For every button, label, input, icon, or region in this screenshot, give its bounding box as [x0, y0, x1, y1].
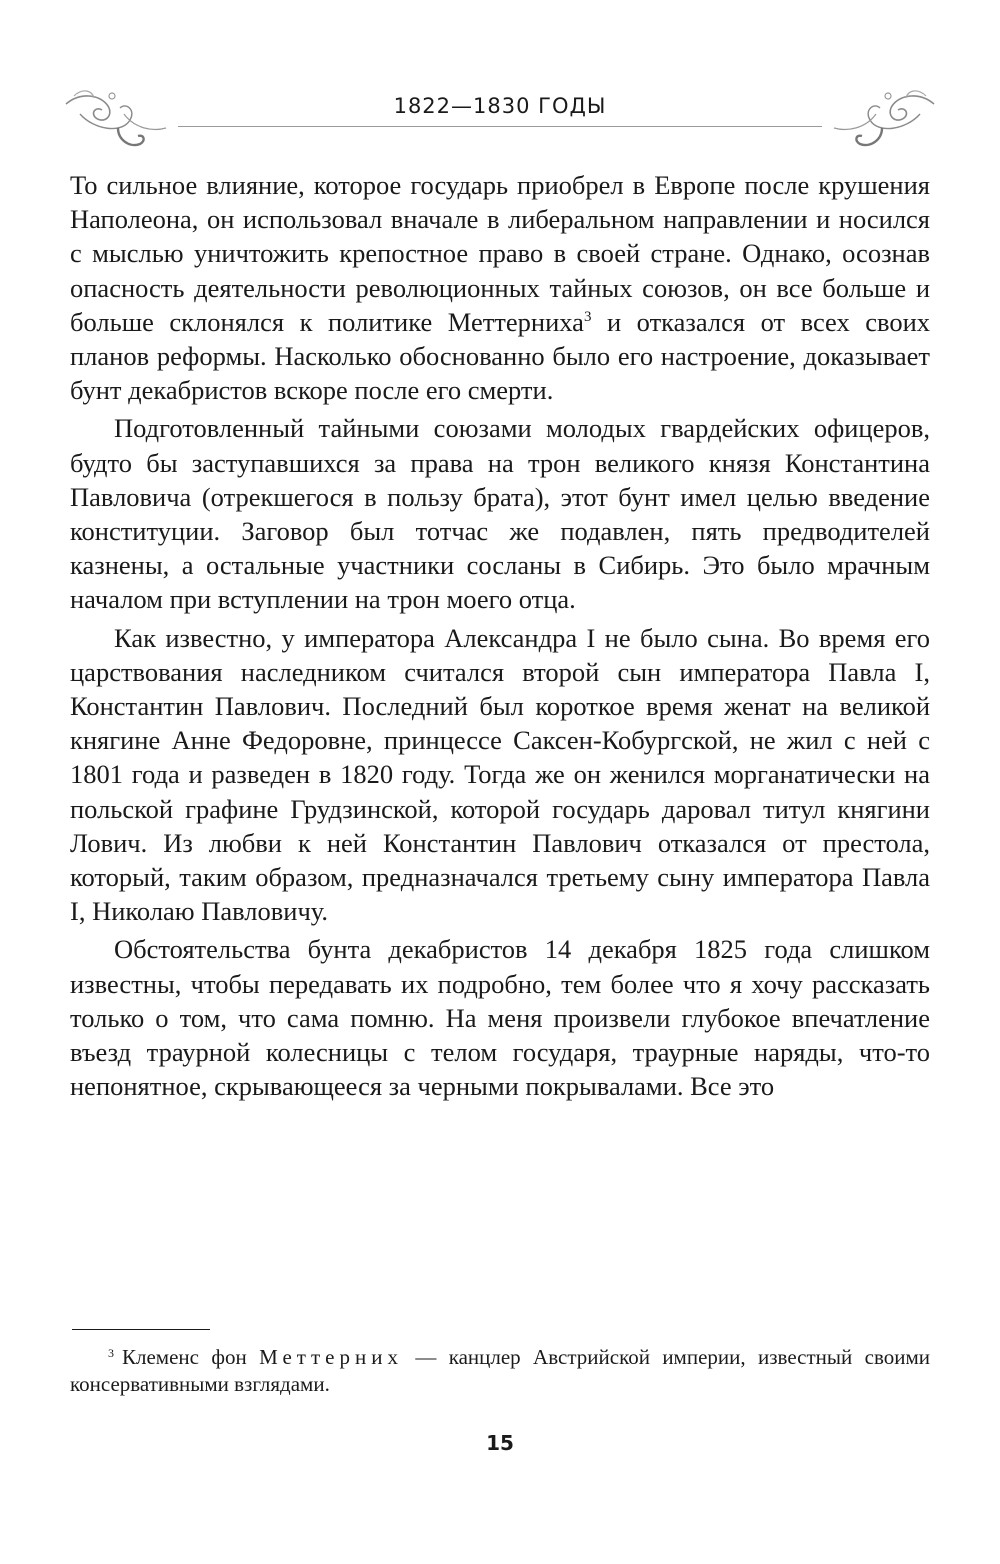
paragraph-text: и отказался от всех своих планов реформы. Насколько обоснованно было его настроение, доказывает бунт декабристов вскоре после его смерти.	[70, 306, 931, 406]
paragraph: Подготовленный тайными союзами молодых гвардейских офицеров, будто бы заступавшихся за права на трон великого князя Константина Павловича (отрекшегося в пользу брата), этот бунт имел целью введение конституции. Заговор был тотчас же подавлен, пять предводителей казнены, а остальные участники сосланы в Сибирь. Это было мрачным началом при вступлении на трон моего отца.	[70, 413, 930, 615]
page-number: 15	[486, 1431, 514, 1455]
paragraph: Обстоятельства бунта декабристов 14 декабря 1825 года слишком известны, чтобы передавать их подробно, тем более что я хочу рассказать только о том, что сама помню. На меня произвели глубокое впечатление въезд траурной колесницы с телом государя, траурные наряды, что-то непонятное, скрывающееся за черными покрывалами. Все это	[70, 934, 930, 1102]
running-head-rule	[178, 126, 822, 127]
paragraph-text: То сильное влияние, которое государь приобрел в Европе после крушения Наполеона, он использовал вначале в либеральном направлении и носился с мыслью уничтожить крепостное право в своей стране. Однако, осознав опасность деятельности революционных тайных союзов, он все больше и больше склонялся к политике Меттерниха	[70, 170, 930, 337]
footnote-separator	[72, 1329, 210, 1330]
footnote-text: Клеменс фон	[122, 1345, 260, 1369]
running-head	[60, 78, 940, 158]
scroll-ornament-icon	[830, 84, 940, 154]
footnote-reference[interactable]: 3	[583, 308, 592, 325]
paragraph: Как известно, у императора Александра I не было сына. Во время его царствования наследником считался второй сын императора Павла I, Константин Павлович. Последний был короткое время женат на великой княгине Анне Федоровне, принцессе Саксен-Кобургской, не жил с ней с 1801 года и разведен в 1820 году. Тогда же он женился морганатически на польской графине Грудзинской, которой государь даровал титул княгини Лович. Из любви к ней Константин Павлович отказался от престола, который, таким образом, предназначался третьему сыну императора Павла I, Николаю Павловичу.	[70, 622, 930, 927]
footnote-spaced-name: Меттерних	[259, 1345, 403, 1369]
footnote	[70, 1340, 930, 1398]
paragraph	[70, 168, 930, 407]
body-text	[70, 168, 930, 1107]
running-head-title: 1822—1830 ГОДЫ	[393, 94, 607, 118]
footnote-text: — канцлер Австрийской империи, известный своими консервативными взглядами.	[70, 1345, 930, 1396]
footnote-number: 3	[108, 1346, 114, 1360]
